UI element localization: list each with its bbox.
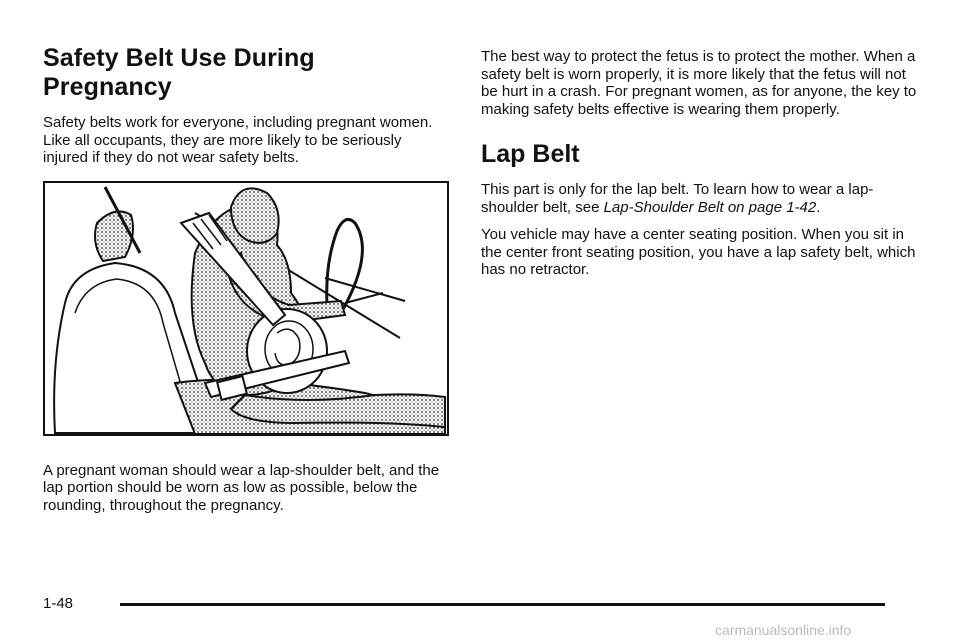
right-column xyxy=(481,48,921,289)
lap-belt-text-end: . xyxy=(816,198,821,216)
intro-paragraph: Safety belts work for everyone, including pregnant women. Like all occupants, they are more likely to be seriously injured if they do not wear safety belts. xyxy=(43,114,433,166)
page-number: 1-48 xyxy=(43,595,74,612)
lap-belt-paragraph xyxy=(481,181,921,216)
left-column xyxy=(43,0,448,524)
center-seat-paragraph: You vehicle may have a center seating position. When you sit in the center front seating position, you have a lap safety belt, which has no retractor. xyxy=(481,226,916,278)
watermark: carmanualsonline.info xyxy=(715,622,852,638)
section-heading: Safety Belt Use During Pregnancy xyxy=(43,44,315,101)
pregnant-belt-illustration xyxy=(43,181,449,436)
figure-caption: A pregnant woman should wear a lap-shoulder belt, and the lap portion should be worn as low as possible, below the rounding, throughout the pregnancy. xyxy=(43,461,440,514)
lap-shoulder-belt-reference[interactable]: Lap-Shoulder Belt on page 1-42 xyxy=(603,198,817,216)
lap-belt-heading: Lap Belt xyxy=(481,140,580,168)
lap-belt-text: This part is only for the lap belt. To learn how to wear a lap-shoulder belt, see xyxy=(481,181,874,216)
footer-rule xyxy=(120,603,885,606)
protection-paragraph: The best way to protect the fetus is to protect the mother. When a safety belt is worn properly, it is more likely that the fetus will not be hurt in a crash. For pregnant women, as for anyone, the key to making safety belts effective is wearing them properly. xyxy=(481,48,917,118)
